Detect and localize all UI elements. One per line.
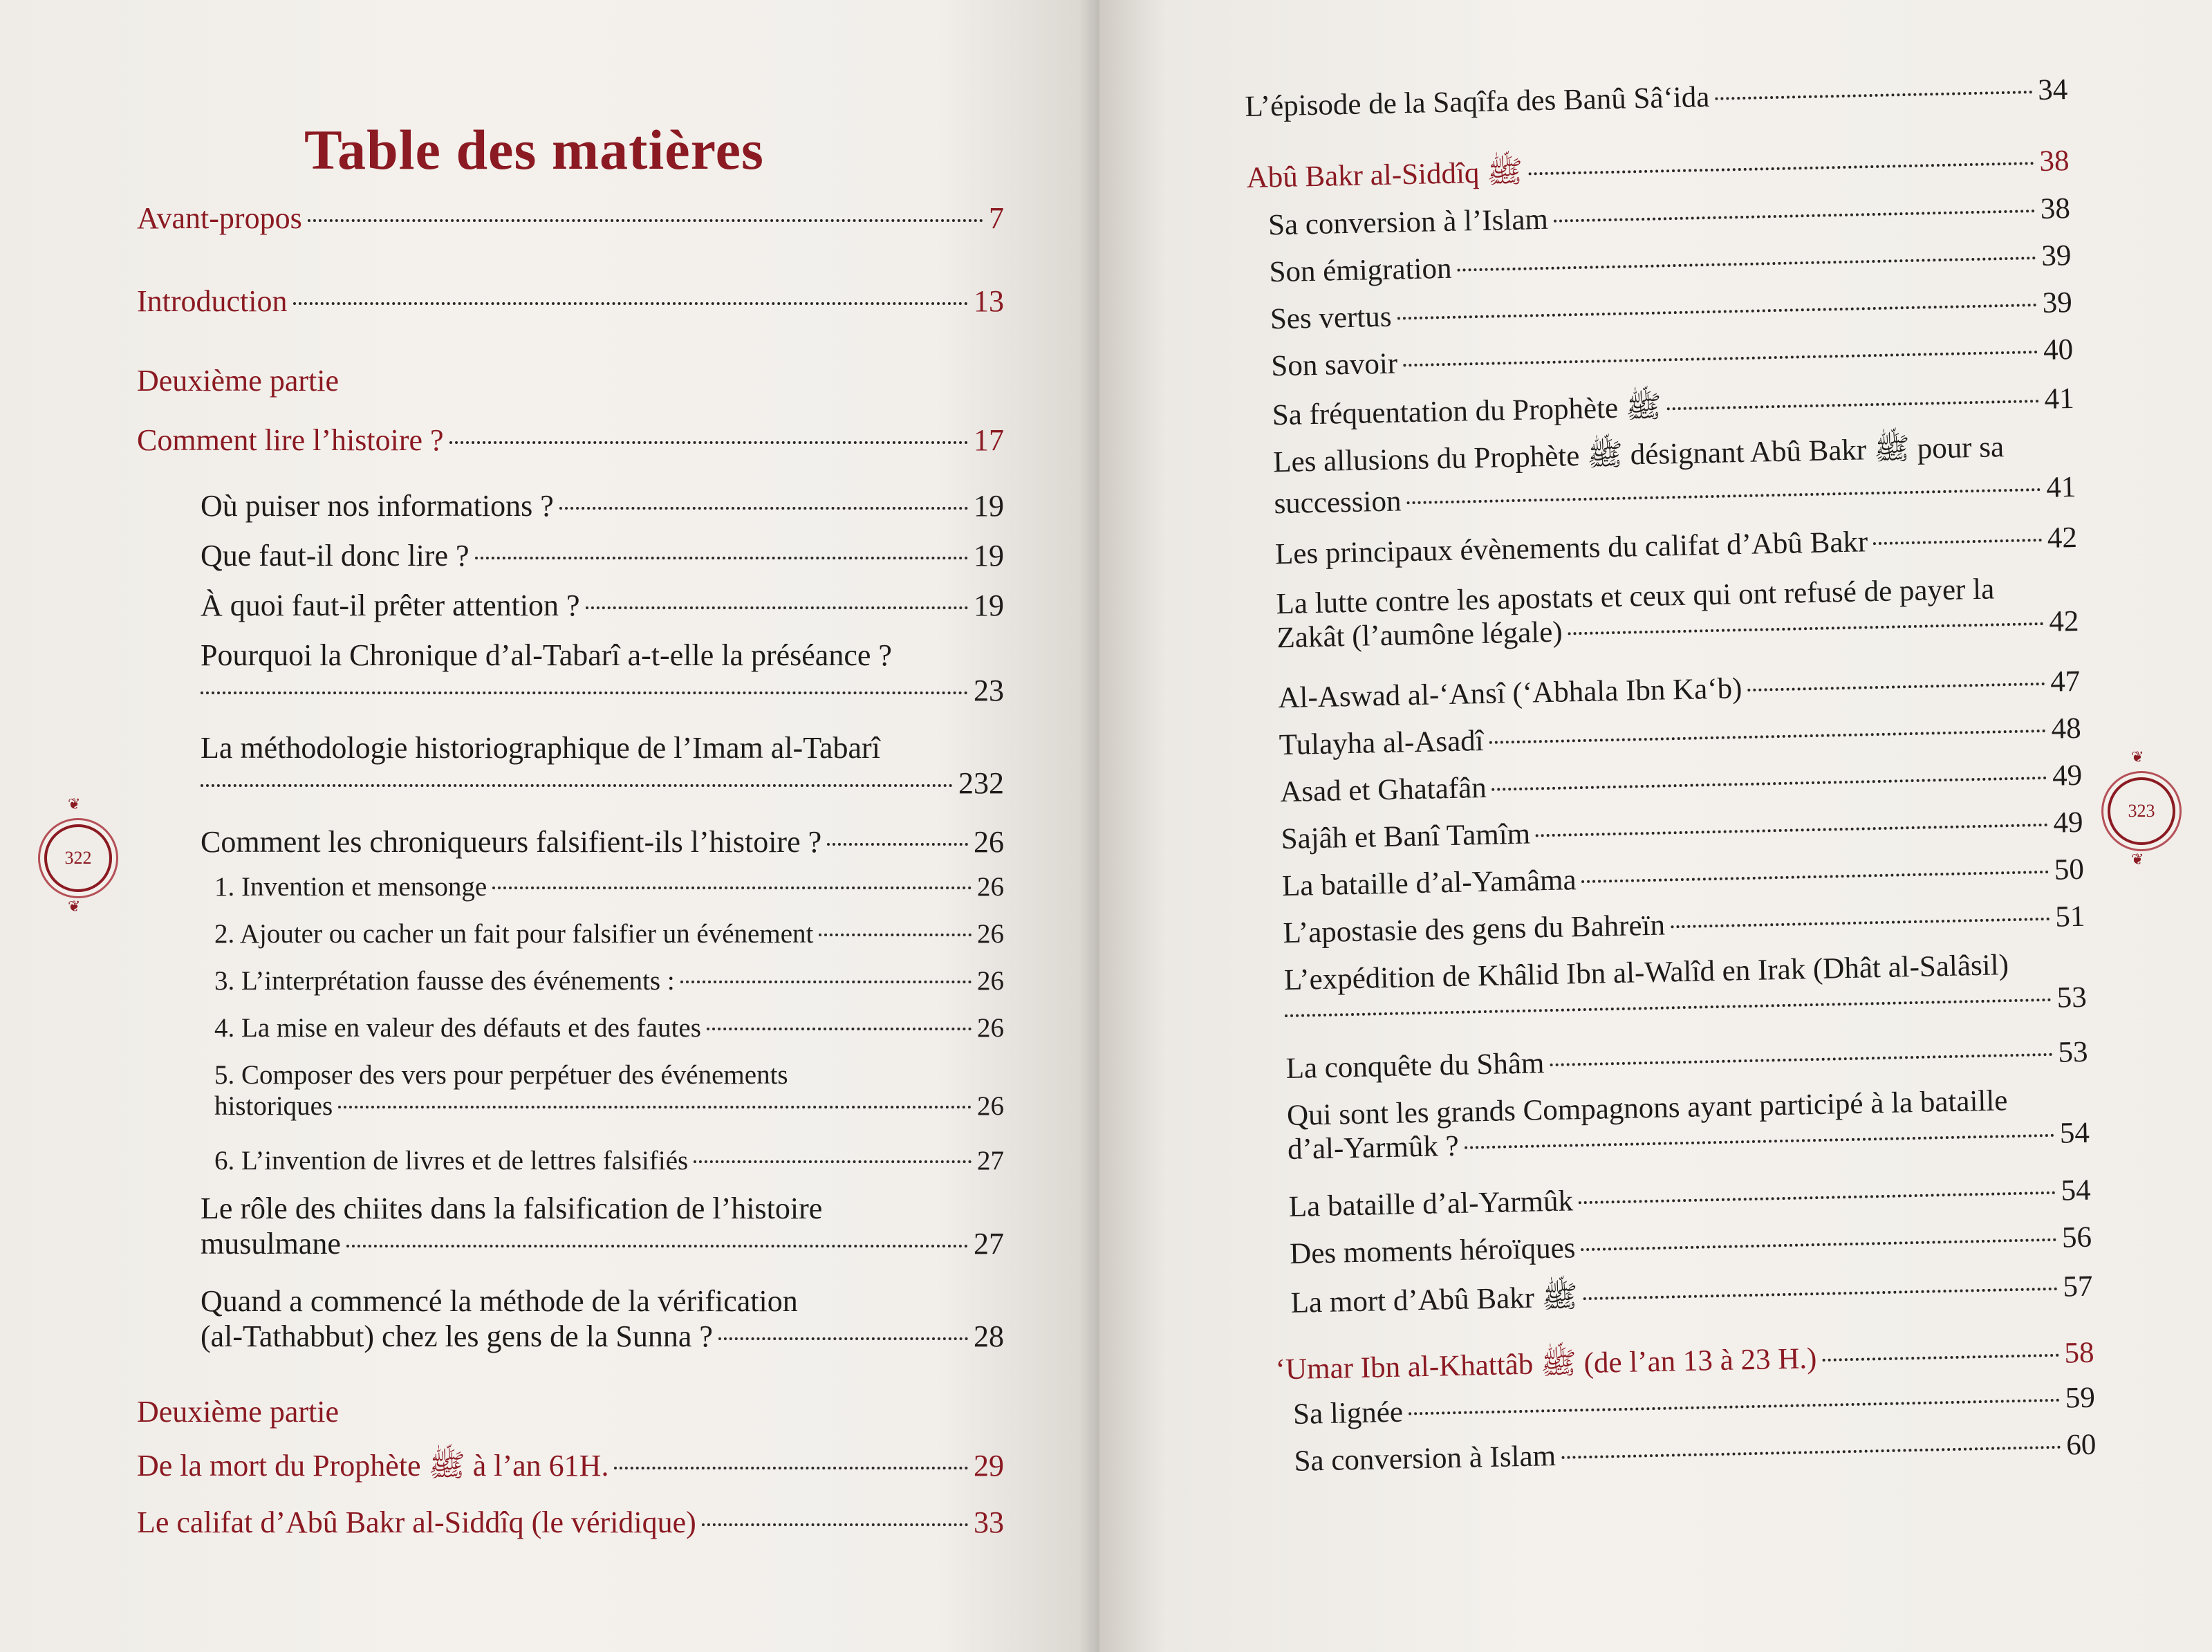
- ornament-icon: ❦: [2131, 748, 2144, 765]
- page-number: 322: [64, 848, 92, 868]
- entry-page: 47: [2050, 665, 2081, 698]
- entry-label-cont: musulmane: [201, 1227, 341, 1261]
- page-title: Table des matières: [304, 118, 764, 181]
- toc-entry[interactable]: [137, 201, 1004, 284]
- toc-entry[interactable]: [137, 1059, 1004, 1145]
- entry-label: Al-Aswad al-‘Ansî (‘Abhala Ibn Ka‘b): [1277, 672, 1742, 715]
- entry-label: Qui sont les grands Compagnons ayant participé à la bataille: [1286, 1084, 2008, 1133]
- ornament-icon: ❦: [68, 898, 81, 915]
- toc-entry[interactable]: [137, 488, 1004, 538]
- entry-page: 26: [974, 825, 1004, 859]
- toc-entry[interactable]: [137, 423, 1004, 488]
- entry-page: 28: [974, 1319, 1004, 1353]
- entry-page: 33: [974, 1505, 1004, 1539]
- entry-label: Sa lignée: [1292, 1395, 1404, 1431]
- entry-page: 42: [2047, 521, 2078, 555]
- entry-label: Introduction: [137, 284, 288, 318]
- entry-label: L’apostasie des gens du Bahreïn: [1283, 909, 1666, 950]
- toc-entry[interactable]: [1263, 947, 2087, 1052]
- entry-page: 17: [974, 423, 1004, 457]
- entry-page: 57: [2063, 1270, 2093, 1303]
- entry-page: 48: [2051, 712, 2082, 745]
- toc-entry[interactable]: [137, 730, 1004, 824]
- toc-entry[interactable]: [137, 1012, 1004, 1059]
- entry-page: 49: [2052, 759, 2083, 792]
- entry-label: Pourquoi la Chronique d’al-Tabarî a-t-elle la préséance ?: [201, 638, 892, 672]
- entry-label: Les principaux évènements du califat d’Abû Bakr: [1274, 526, 1868, 571]
- entry-page: 26: [977, 1013, 1004, 1043]
- left-page: [0, 0, 1099, 1652]
- page-number-badge: [44, 824, 112, 892]
- entry-page: 23: [974, 674, 1004, 707]
- entry-label: Quand a commencé la méthode de la vérification: [201, 1284, 798, 1318]
- entry-label: L’épisode de la Saqîfa des Banû Sâ‘ida: [1245, 80, 1710, 123]
- entry-label: L’expédition de Khâlid Ibn al-Walîd en Irak (Dhât al-Salâsil): [1283, 949, 2009, 997]
- entry-page: 27: [977, 1146, 1004, 1176]
- entry-label: Des moments héroïques: [1289, 1232, 1576, 1270]
- entry-label: Les allusions du Prophète ﷺ désignant Abû Bakr ﷺ pour sa: [1272, 431, 2005, 479]
- entry-label: Avant-propos: [137, 201, 302, 235]
- entry-page: 50: [2054, 853, 2085, 887]
- toc-entry[interactable]: [137, 1283, 1004, 1394]
- entry-page: 54: [2059, 1116, 2090, 1150]
- entry-page: 40: [2043, 333, 2074, 366]
- entry-label: Sa fréquentation du Prophète ﷺ: [1272, 391, 1662, 432]
- entry-label: ‘Umar Ibn al-Khattâb ﷺ (de l’an 13 à 23 H.): [1275, 1342, 1817, 1386]
- ornament-icon: ❦: [68, 795, 81, 813]
- toc-entry[interactable]: [137, 588, 1004, 638]
- entry-page: 49: [2052, 806, 2083, 839]
- entry-label: Deuxième partie: [137, 364, 339, 398]
- entry-label: Le califat d’Abû Bakr al-Siddîq (le véridique): [137, 1505, 696, 1539]
- entry-label: Son émigration: [1269, 252, 1452, 289]
- entry-page: 41: [2044, 382, 2075, 416]
- entry-label: La bataille d’al-Yarmûk: [1288, 1185, 1574, 1224]
- entry-label: 1. Invention et mensonge: [214, 872, 487, 902]
- entry-page: 39: [2042, 286, 2073, 319]
- entry-page: 60: [2065, 1428, 2097, 1462]
- entry-label: Deuxième partie: [137, 1395, 339, 1429]
- toc-entry[interactable]: [137, 1145, 1004, 1191]
- toc-section-heading: [137, 363, 1004, 423]
- entry-label: La méthodologie historiographique de l’Imam al-Tabarî: [201, 731, 880, 765]
- entry-label: Son savoir: [1270, 347, 1398, 383]
- entry-label: À quoi faut-il prêter attention ?: [201, 588, 580, 622]
- entry-label: Tulayha al-Asadî: [1279, 724, 1485, 762]
- entry-label: Comment les chroniqueurs falsifient-ils l’histoire ?: [201, 825, 822, 859]
- entry-page: 38: [2040, 192, 2071, 225]
- entry-page: 7: [989, 201, 1004, 235]
- entry-page: 58: [2064, 1336, 2095, 1370]
- toc-entry[interactable]: [137, 824, 1004, 871]
- entry-label-cont: historiques: [214, 1091, 333, 1121]
- entry-label: Ses vertus: [1270, 300, 1392, 336]
- entry-page: 42: [2048, 604, 2079, 638]
- toc-entry[interactable]: [1266, 1082, 2091, 1191]
- toc-entry[interactable]: [137, 1191, 1004, 1283]
- entry-label: Où puiser nos informations ?: [201, 489, 554, 523]
- entry-label-cont: (al-Tathabbut) chez les gens de la Sunna ?: [201, 1319, 713, 1353]
- toc-entry[interactable]: [1252, 427, 2077, 538]
- entry-label-cont: succession: [1274, 485, 1402, 521]
- entry-page: 54: [2061, 1173, 2092, 1207]
- entry-page: 19: [974, 588, 1004, 622]
- entry-page: 232: [958, 766, 1004, 800]
- entry-page: 26: [977, 966, 1004, 996]
- toc-entry[interactable]: [137, 538, 1004, 588]
- entry-page: 38: [2038, 145, 2070, 178]
- toc-right: [1245, 73, 2097, 1492]
- entry-label: Comment lire l’histoire ?: [137, 423, 444, 457]
- entry-label: De la mort du Prophète ﷺ à l’an 61H.: [137, 1449, 609, 1483]
- toc-entry[interactable]: [137, 965, 1004, 1012]
- entry-label: La lutte contre les apostats et ceux qui ont refusé de payer la: [1276, 573, 1995, 621]
- entry-label: Que faut-il donc lire ?: [201, 539, 470, 573]
- entry-label: 4. La mise en valeur des défauts et des fautes: [214, 1013, 701, 1043]
- page-number: 323: [2128, 801, 2155, 821]
- entry-page: 59: [2065, 1381, 2096, 1415]
- entry-page: 19: [974, 539, 1004, 573]
- entry-page: 53: [2056, 981, 2088, 1014]
- ornament-icon: ❦: [2131, 851, 2144, 868]
- entry-label: Asad et Ghatafân: [1279, 771, 1487, 809]
- toc-entry[interactable]: [137, 638, 1004, 730]
- page-number-badge: [2108, 777, 2175, 845]
- right-page: [1099, 0, 2212, 1652]
- entry-page: 51: [2054, 900, 2085, 934]
- entry-page: 39: [2041, 239, 2072, 272]
- entry-label-cont: Zakât (l’aumône légale): [1276, 615, 1563, 655]
- toc-entry[interactable]: [1255, 570, 2080, 682]
- entry-page: 53: [2057, 1035, 2088, 1069]
- entry-label: Sa conversion à l’Islam: [1267, 203, 1549, 242]
- entry-label: Sajâh et Banî Tamîm: [1281, 817, 1531, 856]
- entry-page: 56: [2061, 1221, 2092, 1254]
- toc-section-heading: [137, 1394, 1004, 1447]
- entry-label: La mort d’Abû Bakr ﷺ: [1290, 1281, 1579, 1319]
- toc-entry[interactable]: [137, 871, 1004, 918]
- entry-page: 41: [2045, 470, 2076, 504]
- entry-label-cont: d’al-Yarmûk ?: [1287, 1129, 1460, 1167]
- entry-page: 26: [977, 919, 1004, 949]
- toc-entry[interactable]: [137, 1447, 1004, 1505]
- entry-page: 19: [974, 489, 1004, 523]
- toc-entry[interactable]: [137, 918, 1004, 965]
- entry-page: 26: [977, 872, 1004, 902]
- entry-label: La bataille d’al-Yamâma: [1281, 864, 1577, 903]
- toc-entry[interactable]: [137, 1505, 1004, 1560]
- entry-label: Abû Bakr al-Siddîq ﷺ: [1246, 156, 1523, 194]
- entry-label: 5. Composer des vers pour perpétuer des événements: [214, 1060, 788, 1090]
- entry-page: 34: [2037, 73, 2068, 106]
- entry-label: 2. Ajouter ou cacher un fait pour falsifier un événement: [214, 919, 814, 949]
- entry-page: 13: [974, 284, 1004, 318]
- toc-entry[interactable]: [137, 284, 1004, 363]
- entry-page: 29: [974, 1449, 1004, 1483]
- entry-label: La conquête du Shâm: [1285, 1047, 1545, 1086]
- entry-page: 26: [977, 1091, 1004, 1121]
- entry-label: Le rôle des chiites dans la falsification de l’histoire: [201, 1191, 823, 1225]
- entry-label: Sa conversion à Islam: [1294, 1440, 1556, 1478]
- entry-label: 3. L’interprétation fausse des événements :: [214, 966, 675, 996]
- entry-page: 27: [974, 1227, 1004, 1261]
- entry-label: 6. L’invention de livres et de lettres falsifiés: [214, 1146, 689, 1176]
- toc-left: [137, 201, 1004, 1560]
